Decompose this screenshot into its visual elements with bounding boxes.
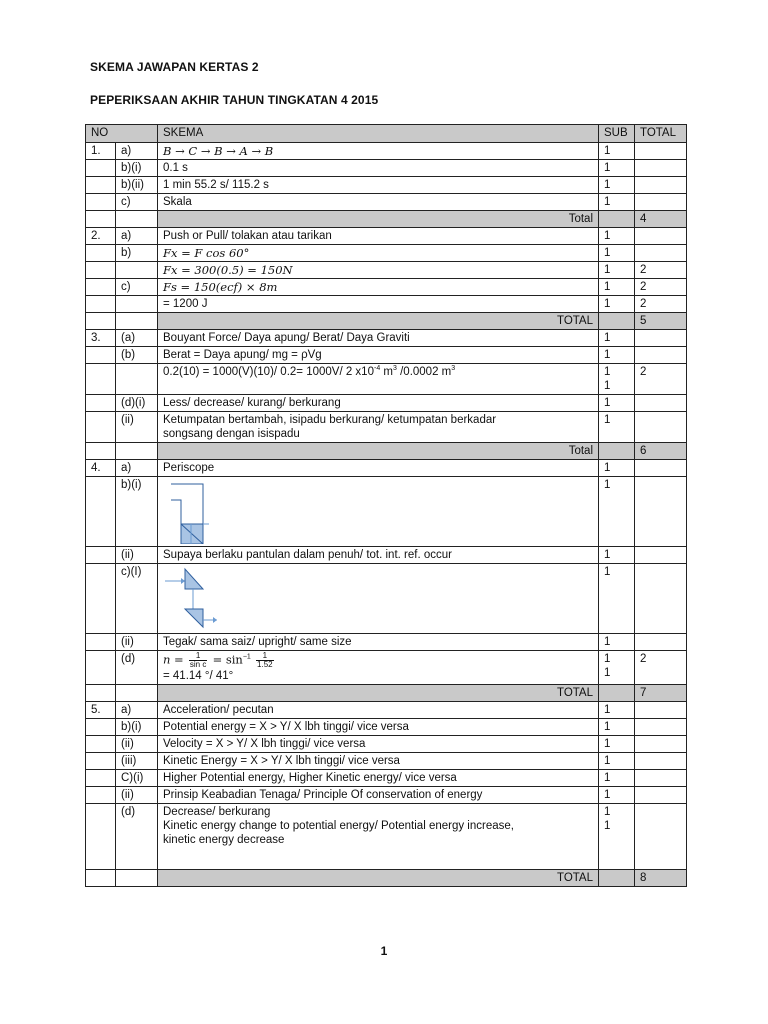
part-label: (ii) (116, 787, 158, 804)
table-row (86, 160, 687, 177)
table-row (86, 177, 687, 194)
table-row (86, 194, 687, 211)
table-row (86, 245, 687, 262)
question-number: 2. (86, 228, 116, 245)
header-total: TOTAL (635, 125, 687, 143)
question-number: 4. (86, 460, 116, 477)
total-label: TOTAL (158, 870, 599, 887)
sub-mark: 1 (599, 262, 635, 279)
table-row (86, 412, 687, 443)
part-label: b)(i) (116, 477, 158, 547)
sub-mark: 1 1 (599, 364, 635, 395)
sub-mark: 1 (599, 194, 635, 211)
answer-cell: Periscope (158, 460, 599, 477)
part-label: a) (116, 228, 158, 245)
sub-mark: 1 (599, 395, 635, 412)
answer-cell: = 1200 J (158, 296, 599, 313)
table-row (86, 477, 687, 547)
answer-cell: B → C → B → A → B (158, 143, 599, 160)
total-value: 5 (635, 313, 687, 330)
table-row (86, 279, 687, 296)
sub-mark: 1 (599, 634, 635, 651)
part-label: b)(i) (116, 719, 158, 736)
sub-mark: 1 (599, 753, 635, 770)
sub-mark: 1 (599, 477, 635, 547)
sub-mark: 1 (599, 228, 635, 245)
part-label: (ii) (116, 547, 158, 564)
question-number: 1. (86, 143, 116, 160)
answer-cell: Bouyant Force/ Daya apung/ Berat/ Daya Graviti (158, 330, 599, 347)
table-row (86, 296, 687, 313)
part-label: (b) (116, 347, 158, 364)
table-header-row (86, 125, 687, 143)
table-row (86, 395, 687, 412)
total-mark: 2 (635, 364, 687, 395)
sub-mark: 1 (599, 279, 635, 296)
answer-cell: Kinetic Energy = X > Y/ X lbh tinggi/ vice versa (158, 753, 599, 770)
total-mark: 2 (635, 279, 687, 296)
scheme-table (85, 124, 687, 887)
answer-cell: Velocity = X > Y/ X lbh tinggi/ vice versa (158, 736, 599, 753)
part-label: (ii) (116, 634, 158, 651)
header-sub: SUB (599, 125, 635, 143)
part-label: (d) (116, 804, 158, 870)
sub-mark: 1 1 (599, 804, 635, 870)
total-row (86, 211, 687, 228)
part-label: a) (116, 143, 158, 160)
sub-mark: 1 (599, 702, 635, 719)
answer-cell: Potential energy = X > Y/ X lbh tinggi/ vice versa (158, 719, 599, 736)
prism-diagram-cell (158, 564, 599, 634)
table-row (86, 143, 687, 160)
sub-mark: 1 (599, 177, 635, 194)
sub-mark: 1 (599, 143, 635, 160)
header-skema: SKEMA (158, 125, 599, 143)
answer-cell: Berat = Daya apung/ mg = ρVg (158, 347, 599, 364)
sub-mark: 1 (599, 719, 635, 736)
table-row (86, 347, 687, 364)
sub-mark: 1 (599, 460, 635, 477)
total-value: 8 (635, 870, 687, 887)
sub-mark: 1 (599, 296, 635, 313)
table-row (86, 228, 687, 245)
answer-cell: Fs = 150(ecf) × 8m (158, 279, 599, 296)
sub-mark: 1 (599, 347, 635, 364)
table-row (86, 736, 687, 753)
answer-cell: 1 min 55.2 s/ 115.2 s (158, 177, 599, 194)
total-value: 7 (635, 685, 687, 702)
table-row (86, 364, 687, 395)
exam-title: PEPERIKSAAN AKHIR TAHUN TINGKATAN 4 2015 (90, 93, 379, 107)
part-label: (ii) (116, 412, 158, 443)
table-row (86, 651, 687, 685)
part-label: (iii) (116, 753, 158, 770)
table-row (86, 460, 687, 477)
page-number: 1 (380, 944, 388, 958)
answer-cell: Skala (158, 194, 599, 211)
table-row (86, 770, 687, 787)
answer-cell: Higher Potential energy, Higher Kinetic energy/ vice versa (158, 770, 599, 787)
periscope-diagram-cell (158, 477, 599, 547)
total-row (86, 685, 687, 702)
total-mark: 2 (635, 262, 687, 279)
header-no: NO (86, 125, 158, 143)
answer-cell: Fx = F cos 60° (158, 245, 599, 262)
total-mark: 2 (635, 651, 687, 685)
part-label: b)(i) (116, 160, 158, 177)
sub-mark: 1 (599, 736, 635, 753)
answer-cell: Prinsip Keabadian Tenaga/ Principle Of conservation of energy (158, 787, 599, 804)
sub-mark: 1 (599, 547, 635, 564)
sub-mark: 1 (599, 160, 635, 177)
answer-cell: Ketumpatan bertambah, isipadu berkurang/ ketumpatan berkadar songsang dengan isispadu (158, 412, 599, 443)
sub-mark: 1 (599, 564, 635, 634)
table-row (86, 787, 687, 804)
part-label: a) (116, 460, 158, 477)
table-row (86, 547, 687, 564)
answer-cell: Decrease/ berkurang Kinetic energy change to potential energy/ Potential energy increase, kinetic energy decrease (158, 804, 599, 870)
total-row (86, 870, 687, 887)
table-row (86, 634, 687, 651)
total-label: Total (158, 443, 599, 460)
part-label: b) (116, 245, 158, 262)
table-row (86, 702, 687, 719)
part-label: c) (116, 194, 158, 211)
table-row (86, 804, 687, 870)
total-label: TOTAL (158, 685, 599, 702)
periscope-prism-diagram (163, 478, 223, 544)
sub-mark: 1 1 (599, 651, 635, 685)
part-label: (ii) (116, 736, 158, 753)
answer-cell: Less/ decrease/ kurang/ berkurang (158, 395, 599, 412)
two-prism-diagram (163, 565, 233, 629)
part-label: (d) (116, 651, 158, 685)
answer-cell: n = $\frac{1}{\text{sin c}}$ = $\sin^{-1}$ $\frac{1}{1.52}$ = 41.14 °/ 41° (158, 651, 599, 685)
answer-cell: 0.2(10) = 1000(V)(10)/ 0.2= 1000V/ 2 $x10^{-4}$ $m^3$ /0.0002 $m^3$ (158, 364, 599, 395)
document-title: SKEMA JAWAPAN KERTAS 2 (90, 60, 259, 74)
answer-cell: Supaya berlaku pantulan dalam penuh/ tot. int. ref. occur (158, 547, 599, 564)
total-value: 4 (635, 211, 687, 228)
sub-mark: 1 (599, 770, 635, 787)
part-label: (d)(i) (116, 395, 158, 412)
sub-mark: 1 (599, 787, 635, 804)
part-label: b)(ii) (116, 177, 158, 194)
total-label: Total (158, 211, 599, 228)
part-label: a) (116, 702, 158, 719)
table-row (86, 753, 687, 770)
table-row (86, 262, 687, 279)
total-value: 6 (635, 443, 687, 460)
total-mark: 2 (635, 296, 687, 313)
part-label: c)(I) (116, 564, 158, 634)
answer-cell: 0.1 s (158, 160, 599, 177)
question-number: 3. (86, 330, 116, 347)
table-row (86, 719, 687, 736)
total-row (86, 313, 687, 330)
total-row (86, 443, 687, 460)
table-row (86, 564, 687, 634)
sub-mark: 1 (599, 412, 635, 443)
part-label: (a) (116, 330, 158, 347)
total-mark (635, 143, 687, 160)
sub-mark: 1 (599, 330, 635, 347)
answer-cell: Acceleration/ pecutan (158, 702, 599, 719)
part-label: c) (116, 279, 158, 296)
answer-cell: Tegak/ sama saiz/ upright/ same size (158, 634, 599, 651)
answer-cell: Fx = 300(0.5) = 150N (158, 262, 599, 279)
total-label: TOTAL (158, 313, 599, 330)
answer-cell: Push or Pull/ tolakan atau tarikan (158, 228, 599, 245)
question-number: 5. (86, 702, 116, 719)
sub-mark: 1 (599, 245, 635, 262)
table-row (86, 330, 687, 347)
part-label: C)(i) (116, 770, 158, 787)
